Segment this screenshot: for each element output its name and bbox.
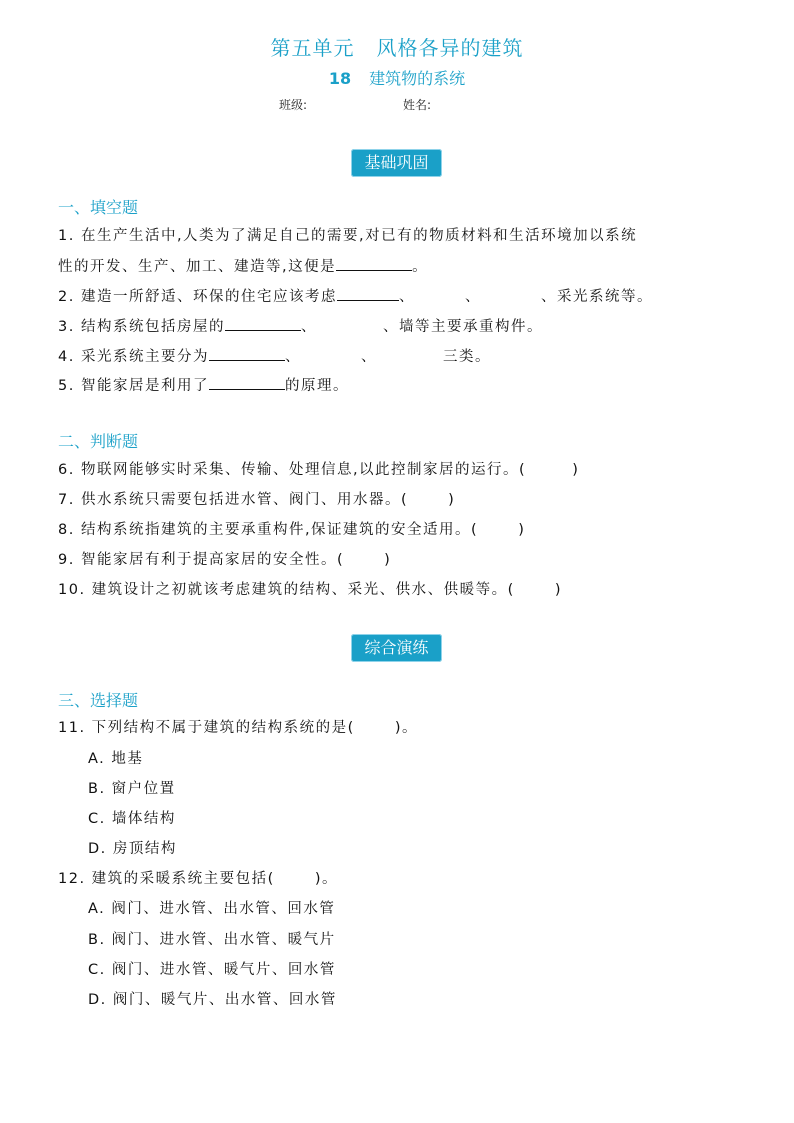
- question-8: [58, 518, 525, 539]
- badge-basic: 基础巩固: [351, 149, 442, 177]
- q11-option-a[interactable]: A. 地基: [88, 751, 144, 767]
- question-text: 8. 结构系统指建筑的主要承重构件,保证建筑的安全适用。(: [58, 522, 479, 538]
- question-1-line-2: [58, 255, 428, 276]
- lesson-name: 建筑物的系统: [369, 69, 466, 88]
- unit-title: [0, 32, 794, 61]
- q11-option-c[interactable]: C. 墙体结构: [88, 811, 176, 827]
- question-text: 、墙等主要承重构件。: [382, 319, 543, 335]
- question-11: [58, 716, 418, 737]
- question-5: [58, 374, 349, 395]
- answer-blank[interactable]: [209, 375, 285, 390]
- question-text: 、: [284, 349, 301, 365]
- q12-option-d[interactable]: D. 阀门、暖气片、出水管、回水管: [88, 992, 337, 1008]
- question-text: 、: [464, 289, 481, 305]
- badge-comprehensive: 综合演练: [351, 634, 442, 662]
- question-6: [58, 458, 579, 479]
- answer-blank[interactable]: [209, 346, 285, 361]
- question-text: 6. 物联网能够实时采集、传输、处理信息,以此控制家居的运行。(: [58, 462, 527, 478]
- bracket-close: )。: [314, 871, 338, 887]
- question-text: 。: [412, 259, 429, 275]
- name-label: 姓名:: [403, 98, 432, 112]
- question-2: [58, 285, 653, 306]
- bracket-close: ): [554, 582, 562, 598]
- question-text: 12. 建筑的采暖系统主要包括(: [58, 871, 275, 887]
- q12-option-b[interactable]: B. 阀门、进水管、出水管、暖气片: [88, 932, 336, 948]
- bracket-close: ): [384, 552, 392, 568]
- question-text: 、: [360, 349, 377, 365]
- question-text: 性的开发、生产、加工、建造等,这便是: [58, 259, 337, 275]
- q11-option-d[interactable]: D. 房顶结构: [88, 841, 177, 857]
- question-text: 5. 智能家居是利用了: [58, 378, 209, 394]
- question-1-line-1: 1. 在生产生活中,人类为了满足自己的需要,对已有的物质材料和生活环境加以系统: [58, 228, 638, 244]
- question-10: [58, 578, 562, 599]
- bracket-close: )。: [394, 720, 418, 736]
- section-judge: 二、判断题: [58, 432, 139, 451]
- question-9: [58, 548, 391, 569]
- lesson-title: [0, 66, 794, 89]
- question-4: [58, 345, 491, 366]
- q11-option-b[interactable]: B. 窗户位置: [88, 781, 176, 797]
- question-text: 4. 采光系统主要分为: [58, 349, 209, 365]
- bracket-close: ): [572, 462, 580, 478]
- question-text: 7. 供水系统只需要包括进水管、阀门、用水器。(: [58, 492, 409, 508]
- question-7: [58, 488, 455, 509]
- unit-number: 第五单元: [270, 36, 355, 60]
- question-text: 、采光系统等。: [540, 289, 653, 305]
- question-text: 10. 建筑设计之初就该考虑建筑的结构、采光、供水、供暖等。(: [58, 582, 515, 598]
- question-text: 、: [398, 289, 415, 305]
- class-label: 班级:: [279, 98, 308, 112]
- lesson-number: 18: [328, 69, 352, 88]
- question-12: [58, 867, 338, 888]
- answer-blank[interactable]: [337, 286, 399, 301]
- question-text: 11. 下列结构不属于建筑的结构系统的是(: [58, 720, 355, 736]
- q12-option-c[interactable]: C. 阀门、进水管、暖气片、回水管: [88, 962, 336, 978]
- question-text: 的原理。: [284, 378, 349, 394]
- unit-name: 风格各异的建筑: [376, 36, 524, 60]
- bracket-close: ): [448, 492, 456, 508]
- question-text: 、: [300, 319, 317, 335]
- q12-option-a[interactable]: A. 阀门、进水管、出水管、回水管: [88, 901, 336, 917]
- answer-blank[interactable]: [225, 316, 301, 331]
- question-text: 2. 建造一所舒适、环保的住宅应该考虑: [58, 289, 337, 305]
- bracket-close: ): [518, 522, 526, 538]
- section-fill: 一、填空题: [58, 198, 139, 217]
- answer-blank[interactable]: [336, 256, 412, 271]
- question-text: 9. 智能家居有利于提高家居的安全性。(: [58, 552, 345, 568]
- question-3: [58, 315, 543, 336]
- question-text: 3. 结构系统包括房屋的: [58, 319, 225, 335]
- question-text: 三类。: [442, 349, 491, 365]
- section-choice: 三、选择题: [58, 691, 139, 710]
